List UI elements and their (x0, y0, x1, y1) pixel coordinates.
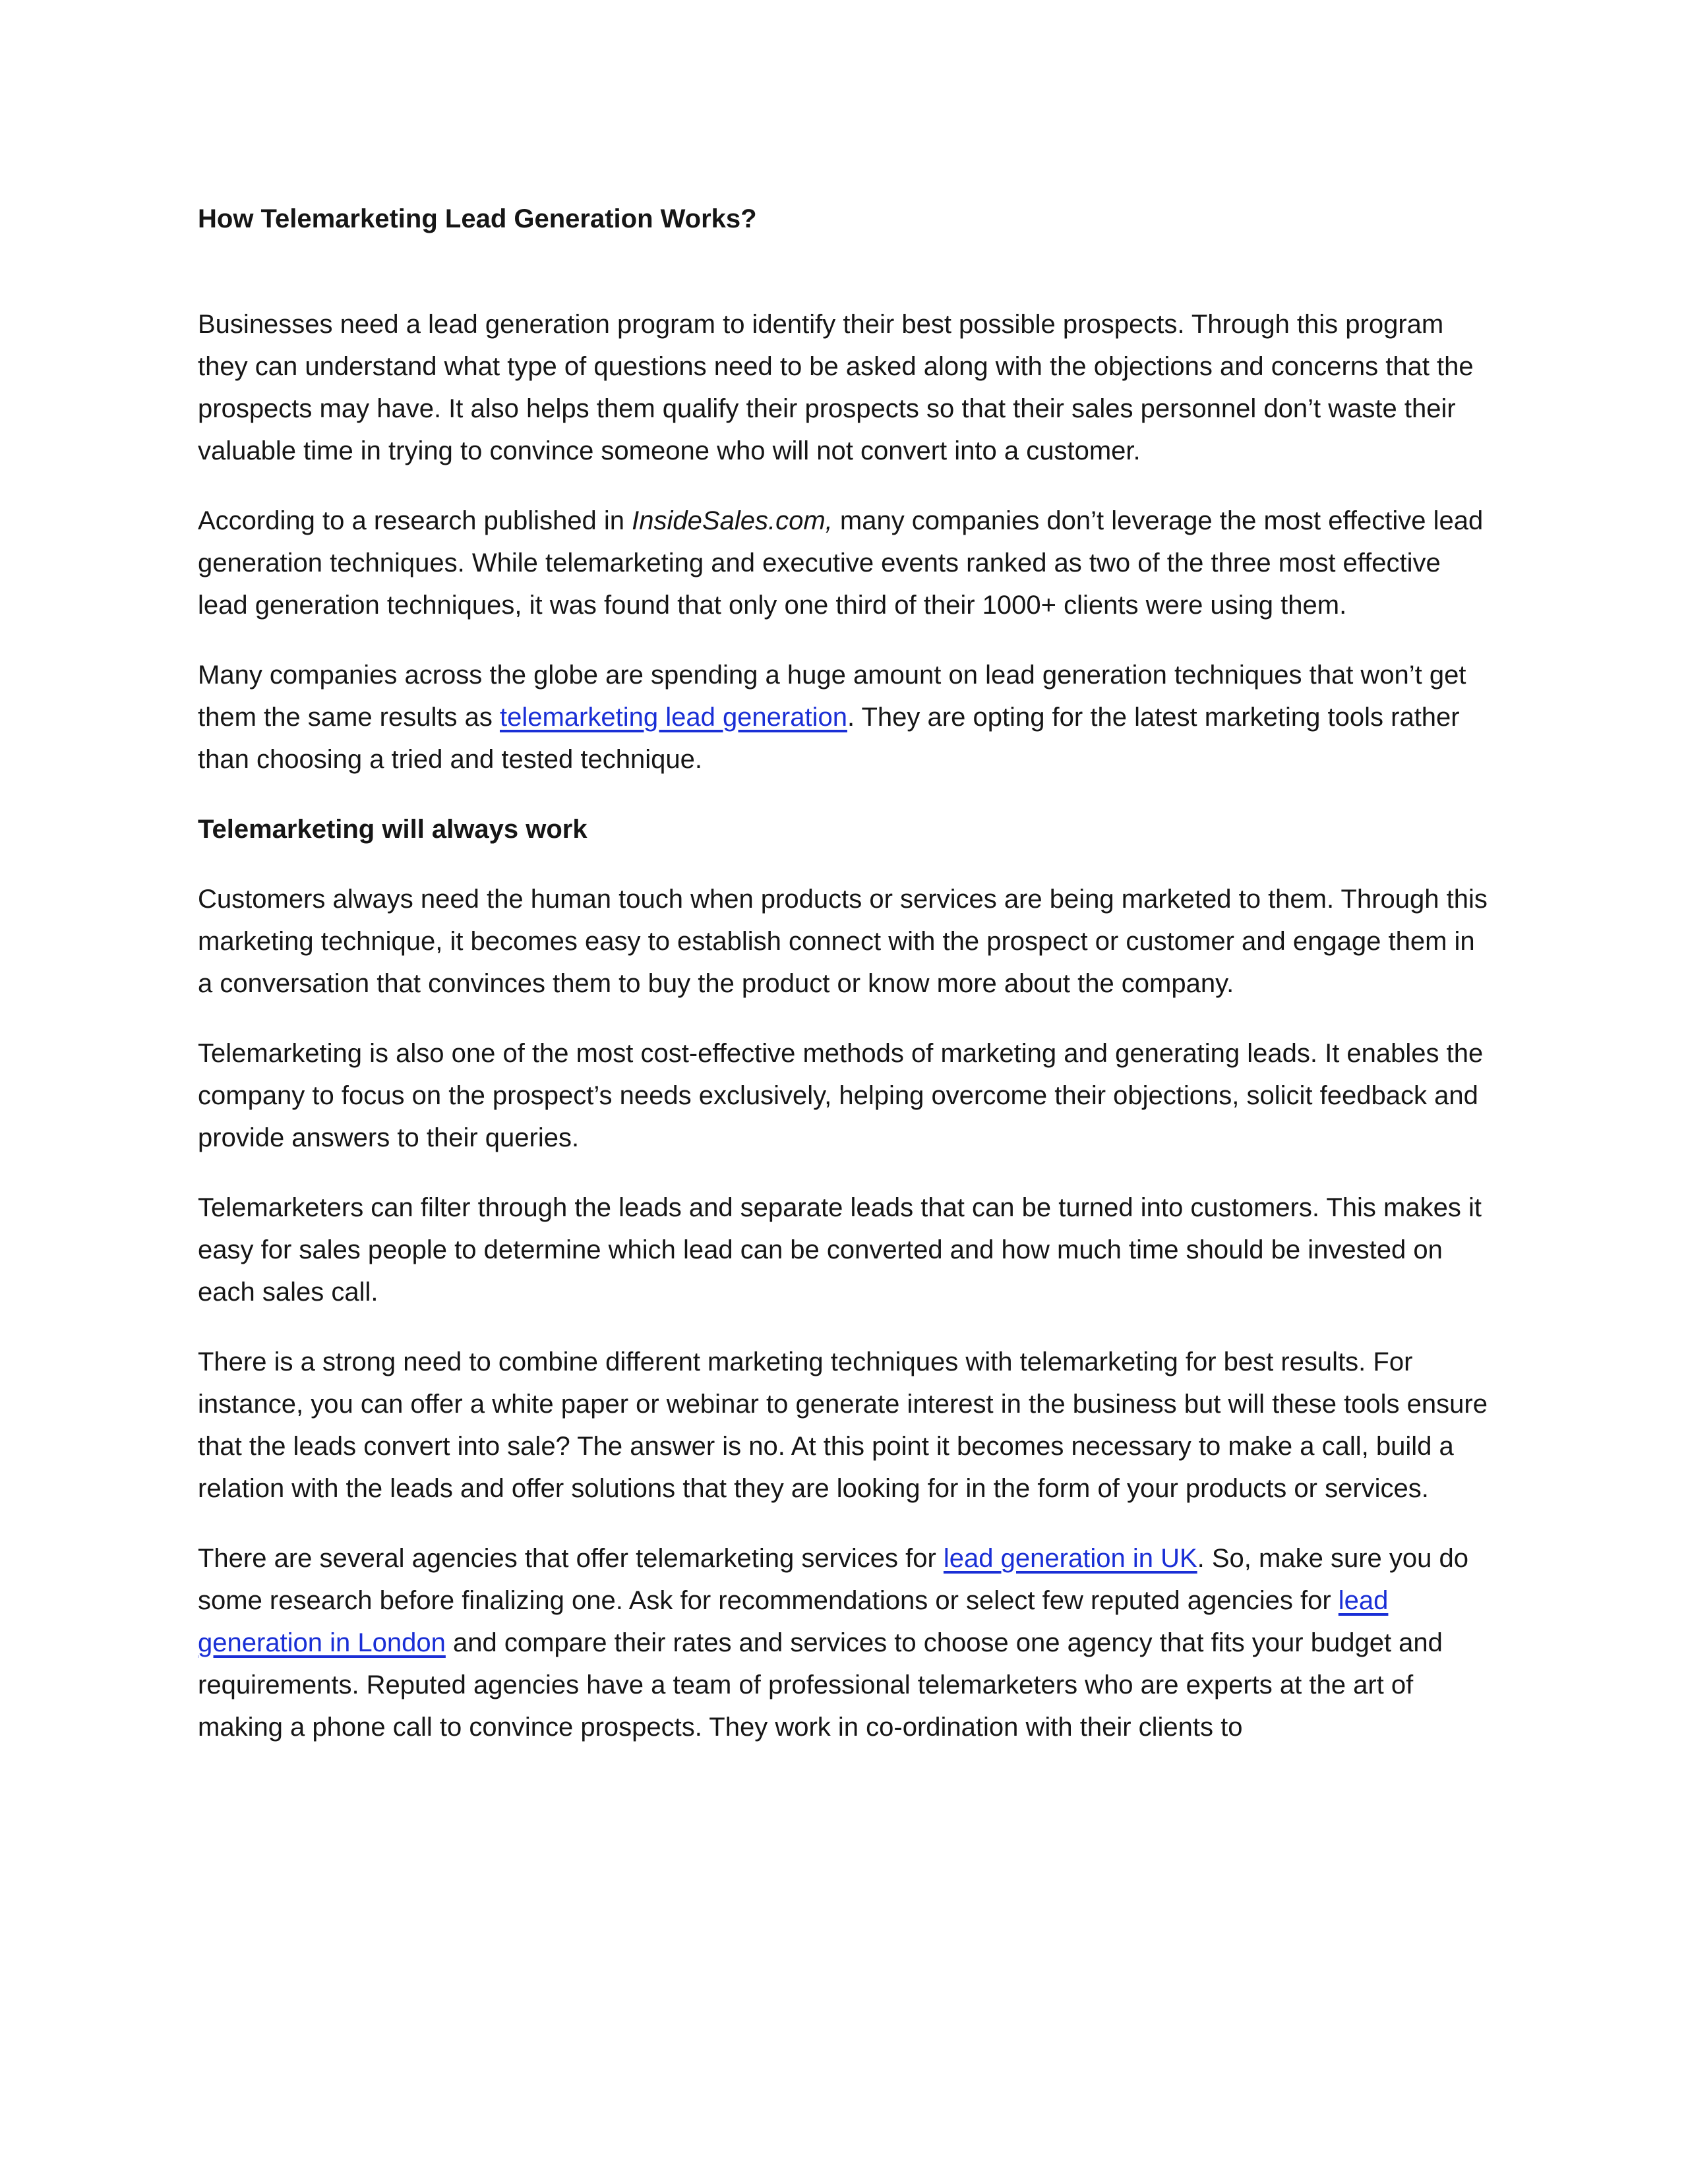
paragraph-6: Telemarketers can filter through the leads and separate leads that can be turned into customers. This makes it easy for sales people to determine which lead can be converted and how much time should be invested on each sales call. (198, 1193, 1482, 1307)
paragraph-2-text-before: According to a research published in (198, 506, 632, 535)
document-page (198, 198, 1490, 1776)
lead-generation-london-link[interactable]: lead generation in London (198, 1586, 1389, 1657)
paragraph-1: Businesses need a lead generation program to identify their best possible prospects. Through this program they can understand what type of questions need to be asked along with the objections and concerns that the prospects may have. It also helps them qualify their prospects so that their sales personnel don’t waste their valuable time in trying to convince someone who will not convert into a customer. (198, 310, 1474, 465)
paragraph-8-text-middle: . So, make sure you do some research before finalizing one. Ask for recommendations or select few reputed agencies for (198, 1544, 1468, 1615)
paragraph-8-text-after: and compare their rates and services to choose one agency that fits your budget and requirements. Reputed agencies have a team of professional telemarketers who are experts at the art of making a phone call to convince prospects. They work in co-ordination with their clients to (198, 1628, 1443, 1742)
section-heading: Telemarketing will always work (198, 815, 588, 844)
paragraph-8 (198, 1537, 1490, 1748)
paragraph-2 (198, 500, 1490, 626)
paragraph-3-text-before: Many companies across the globe are spending a huge amount on lead generation techniques that won’t get them the same results as (198, 661, 1466, 732)
paragraph-7: There is a strong need to combine different marketing techniques with telemarketing for best results. For instance, you can offer a white paper or webinar to generate interest in the business but will these tools ensure that the leads convert into sale? The answer is no. At this point it becomes necessary to make a call, build a relation with the leads and offer solutions that they are looking for in the form of your products or services. (198, 1347, 1488, 1503)
page-title: How Telemarketing Lead Generation Works? (198, 204, 757, 233)
paragraph-4: Customers always need the human touch when products or services are being marketed to them. Through this marketing technique, it becomes easy to establish connect with the prospect or customer and engage them in a conversation that convinces them to buy the product or know more about the company. (198, 885, 1488, 998)
paragraph-3 (198, 654, 1490, 781)
paragraph-5: Telemarketing is also one of the most cost-effective methods of marketing and generating leads. It enables the company to focus on the prospect’s needs exclusively, helping overcome their objections, solicit feedback and provide answers to their queries. (198, 1039, 1484, 1152)
lead-generation-uk-link[interactable]: lead generation in UK (943, 1544, 1197, 1573)
paragraph-8-text-before: There are several agencies that offer telemarketing services for (198, 1544, 944, 1573)
telemarketing-lead-generation-link[interactable]: telemarketing lead generation (499, 703, 847, 732)
paragraph-2-text-after: many companies don’t leverage the most effective lead generation techniques. While telemarketing and executive events ranked as two of the three most effective lead generation techniques, it was found that only one third of their 1000+ clients were using them. (198, 506, 1484, 620)
paragraph-3-text-after: . They are opting for the latest marketing tools rather than choosing a tried and tested technique. (198, 703, 1460, 774)
insidesales-reference: InsideSales.com, (632, 506, 833, 535)
